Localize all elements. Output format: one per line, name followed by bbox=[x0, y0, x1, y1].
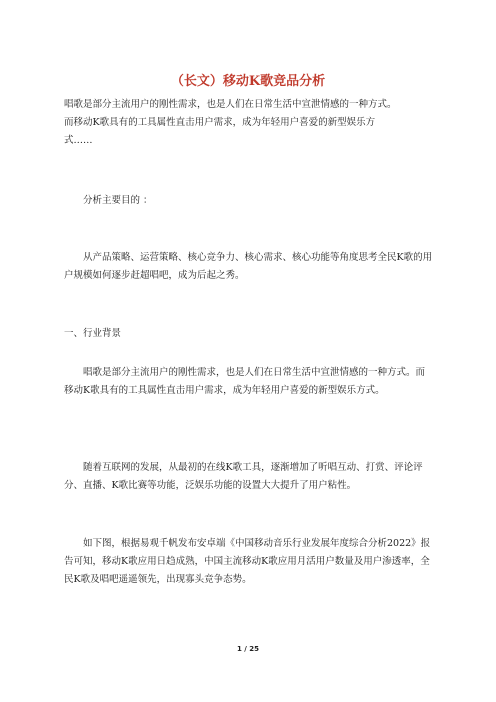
section-heading: 一、行业背景 bbox=[64, 328, 122, 339]
body-paragraph-3: 如下图，根据易观千帆发布安卓端《中国移动音乐行业发展年度综合分析2022》报告可知，移动K歌应用日趋成熟，中国主流移动K歌应用月活用户数量及用户渗透率，全民K歌及唱吧遥遥领先，出现寡头竞争态势。 bbox=[64, 538, 431, 585]
goal-heading: 分析主要目的 ： bbox=[83, 195, 153, 206]
intro-line: 而移动K歌具有的工具属性直击用户需求，成为年轻用户喜爱的新型娱乐方 bbox=[64, 117, 376, 128]
page-number: 1 / 25 bbox=[236, 645, 260, 653]
goal-paragraph: 从产品策略、运营策略、核心竞争力、核心需求、核心功能等角度思考全民K歌的用户规模如何逐步赶超唱吧，成为后起之秀。 bbox=[64, 252, 433, 281]
intro-paragraph bbox=[64, 96, 434, 150]
intro-line: 唱歌是部分主流用户的刚性需求，也是人们在日常生活中宣泄情感的一种方式。 bbox=[64, 99, 397, 110]
intro-line: 式…… bbox=[64, 135, 93, 146]
body-paragraph-1: 唱歌是部分主流用户的刚性需求，也是人们在日常生活中宣泄情感的一种方式。而移动K歌具有的工具属性直击用户需求，成为年轻用户喜爱的新型娱乐方式。 bbox=[64, 367, 426, 396]
body-paragraph-2: 随着互联网的发展，从最初的在线K歌工具，逐渐增加了听唱互动、打赏、评论评分、直播、K歌比赛等功能，泛娱乐功能的设置大大提升了用户粘性。 bbox=[64, 462, 423, 491]
document-title: （长文）移动K歌竞品分析 bbox=[170, 74, 326, 89]
